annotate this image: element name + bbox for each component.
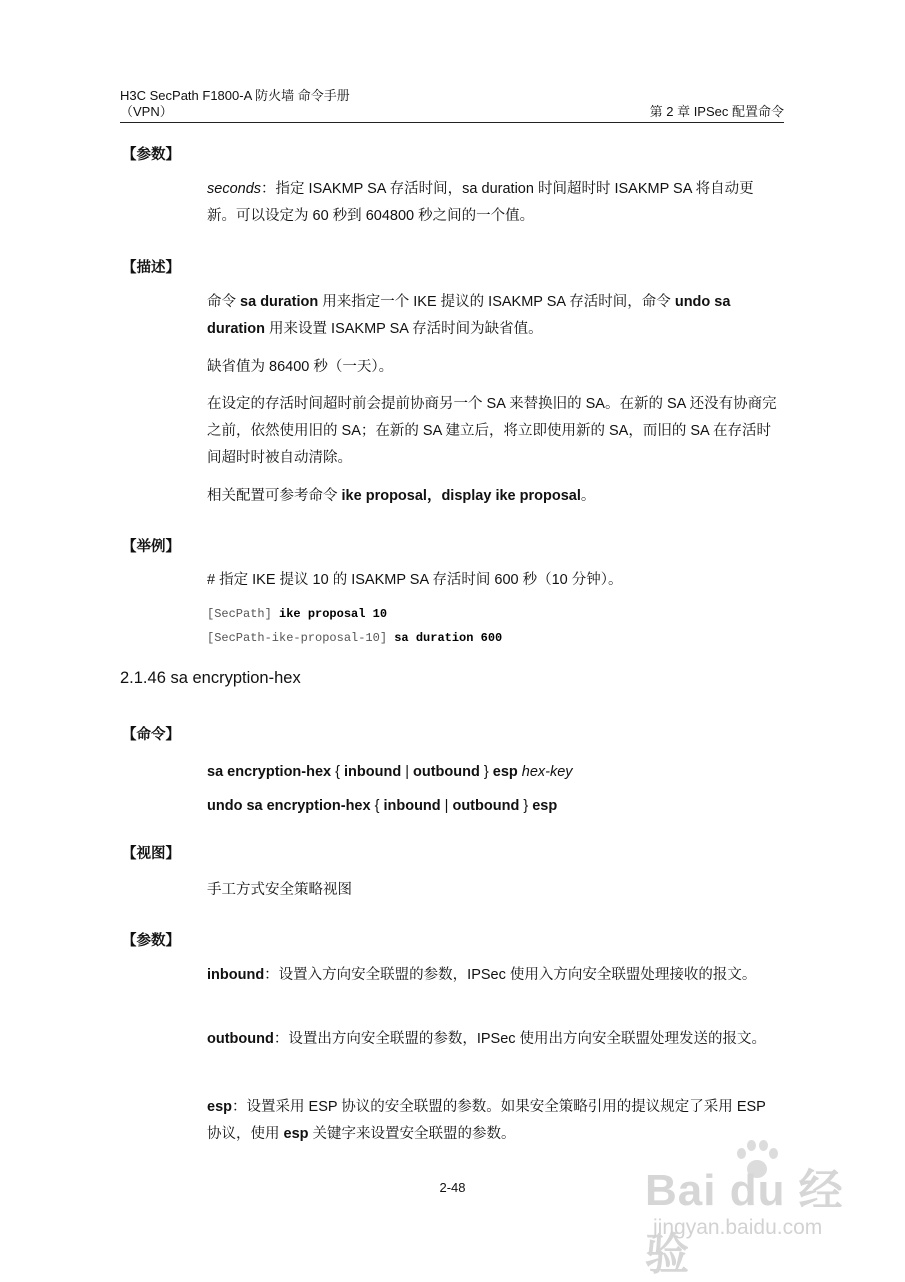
param-outbound: outbound：设置出方向安全联盟的参数，IPSec 使用出方向安全联盟处理发送的报文。 (207, 1031, 767, 1047)
desc-paragraph-2: 缺省值为 86400 秒（一天）。 (207, 359, 394, 375)
section-params-heading-2: 【参数】 (122, 933, 180, 949)
header-rule (120, 122, 784, 123)
page-number: 2-48 (439, 1180, 466, 1195)
cmd-sa-duration: sa duration (240, 294, 319, 310)
view-text: 手工方式安全策略视图 (207, 882, 352, 898)
command-syntax-1: sa encryption-hex { inbound | outbound } esp hex-key (207, 764, 573, 780)
code-line (207, 607, 387, 621)
section-title: 2.1.46 sa encryption-hex (120, 669, 301, 687)
cmd-ike-proposal: ike proposal (341, 488, 427, 504)
watermark-logo: Bai du 经验 (645, 1166, 844, 1279)
code-prompt: [SecPath-ike-proposal-10] (207, 631, 388, 645)
code-command: sa duration 600 (394, 631, 503, 645)
code-command: ike proposal 10 (279, 607, 388, 621)
section-example-heading: 【举例】 (122, 539, 180, 555)
param-esp: esp：设置采用 ESP 协议的安全联盟的参数。如果安全策略引用的提议规定了采用 ESP 协议，使用 esp 关键字来设置安全联盟的参数。 (207, 1099, 766, 1142)
param-inbound: inbound：设置入方向安全联盟的参数，IPSec 使用入方向安全联盟处理接收的报文。 (207, 967, 757, 983)
desc-paragraph-3: 在设定的存活时间超时前会提前协商另一个 SA 来替换旧的 SA。在新的 SA 还没有协商完之前，依然使用旧的 SA；在新的 SA 建立后，将立即使用新的 SA，而旧的 SA 在存活时间超时时被自动清除。 (207, 396, 777, 466)
section-description-heading: 【描述】 (122, 260, 180, 276)
header-title: H3C SecPath F1800-A 防火墙 命令手册 (120, 88, 350, 103)
watermark (645, 1136, 885, 1279)
desc-paragraph-4: 相关配置可参考命令 ike proposal，display ike proposal。 (207, 488, 596, 504)
param-seconds (207, 176, 777, 230)
desc-paragraph-1: 命令 sa duration 用来指定一个 IKE 提议的 ISAKMP SA 存活时间，命令 undo sa duration 用来设置 ISAKMP SA 存活时间为缺省值。 (207, 294, 731, 337)
header-chapter: 第 2 章 IPSec 配置命令 (649, 104, 784, 119)
cmd-display-ike-proposal: display ike proposal (441, 488, 581, 504)
code-prompt: [SecPath] (207, 607, 272, 621)
section-view-heading: 【视图】 (122, 846, 180, 862)
watermark-url: jingyan.baidu.com (653, 1216, 823, 1239)
header-subtitle: （VPN） (120, 104, 173, 119)
section-command-heading: 【命令】 (122, 727, 180, 743)
example-note: # 指定 IKE 提议 10 的 ISAKMP SA 存活时间 600 秒（10 分钟）。 (207, 572, 623, 588)
param-term: seconds (207, 181, 262, 197)
section-params-heading: 【参数】 (122, 147, 180, 163)
param-desc: ：指定 ISAKMP SA 存活时间，sa duration 时间超时时 ISAKMP SA 将自动更新。可以设定为 60 秒到 604800 秒之间的一个值。 (207, 181, 754, 224)
cmd-undo-sa-duration: undo sa duration (207, 294, 731, 337)
code-line (207, 631, 502, 645)
command-syntax-2: undo sa encryption-hex { inbound | outbound } esp (207, 798, 558, 814)
